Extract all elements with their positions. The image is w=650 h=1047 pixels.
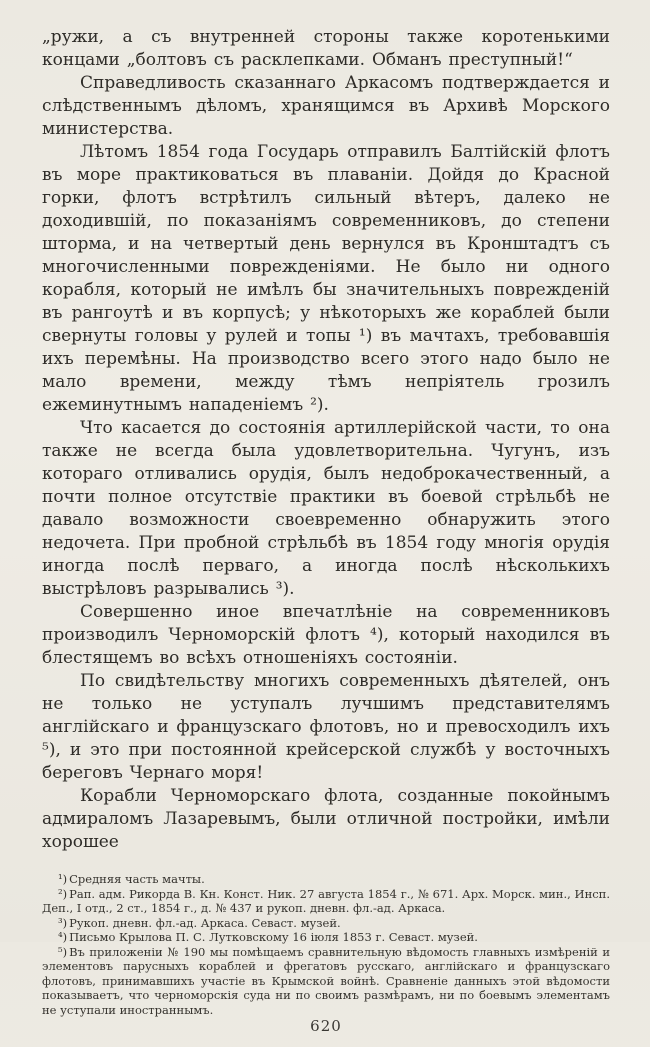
body-paragraph: По свидѣтельству многихъ современныхъ дѣятелей, онъ не только не уступалъ лучшимъ представителямъ англійскаго и французскаго флотовъ, но и превосходилъ ихъ ⁵), и это при постоянной крейсерской службѣ у восточныхъ береговъ Чернаго моря! [42, 671, 610, 783]
footnote-marker: ²) [58, 886, 68, 901]
footnote-text: Средняя часть мачты. [69, 872, 205, 886]
footnote-text: Рукоп. дневн. фл.-ад. Аркаса. Севаст. музей. [69, 915, 341, 930]
footnote-item [42, 930, 610, 945]
footnote-item [42, 887, 610, 916]
footnote-item [42, 916, 610, 931]
body-paragraph: Совершенно иное впечатлѣніе на современниковъ производилъ Черноморскій флотъ ⁴), который находился въ блестящемъ во всѣхъ отношеніяхъ состояніи. [42, 602, 610, 668]
body-paragraph: Что касается до состоянія артиллерійской части, то она также не всегда была удовлетворительна. Чугунъ, изъ котораго отливались орудія, былъ недоброкачественный, а почти полное отсутствіе практики въ боевой стрѣльбѣ не давало возможности своевременно обнаружить этого недочета. При пробной стрѣльбѣ въ 1854 году многія орудія иногда послѣ перваго, а иногда послѣ нѣсколькихъ выстрѣловъ разрывались ³). [42, 418, 610, 599]
body-paragraph: „ружи, а съ внутренней стороны также коротенькими концами „болтовъ съ расклепками. Обманъ преступный!“ [42, 27, 610, 70]
body-paragraph: Корабли Черноморскаго флота, созданные покойнымъ адмираломъ Лазаревымъ, были отличной постройки, имѣли хорошее [42, 786, 610, 852]
body-paragraph: Справедливость сказаннаго Аркасомъ подтверждается и слѣдственнымъ дѣломъ, хранящимся въ Архивѣ Морского министерства. [42, 73, 610, 139]
page-number: 620 [310, 1017, 342, 1035]
footnote-text: Письмо Крылова П. С. Лутковскому 16 іюля 1853 г. Севаст. музей. [69, 930, 478, 944]
footnote-text: Въ приложеніи № 190 мы помѣщаемъ сравнительную вѣдомость главныхъ измѣреній и элементовъ парусныхъ кораблей и фрегатовъ русскаго, англійскаго и французскаго флотовъ, принимавшихъ участіе въ Крымской войнѣ. Сравненіе данныхъ этой вѣдомости показываетъ, что черноморскія суда ни по своимъ размѣрамъ, ни по боевымъ элементамъ не уступали иностраннымъ. [42, 944, 610, 1017]
footnote-marker: ⁵) [58, 944, 68, 959]
footnote-marker: ⁴) [58, 930, 68, 944]
footnote-item [42, 945, 610, 1018]
footnote-marker: ¹) [58, 872, 68, 886]
footnote-item [42, 872, 610, 887]
footnotes-section [42, 872, 610, 1017]
page-body [42, 26, 610, 854]
footnote-text: Рап. адм. Рикорда В. Кн. Конст. Ник. 27 августа 1854 г., № 671. Арх. Морск. мин., Инсп. Деп., I отд., 2 ст., 1854 г., д. № 437 и рукоп. дневн. фл.-ад. Аркаса. [42, 886, 610, 915]
body-paragraph: Лѣтомъ 1854 года Государь отправилъ Балтійскій флотъ въ море практиковаться въ плаваніи. Дойдя до Красной горки, флотъ встрѣтилъ сильный вѣтеръ, далеко не доходившій, по показаніямъ современниковъ, до степени шторма, и на четвертый день вернулся въ Кронштадтъ съ многочисленными поврежденіями. Не было ни одного корабля, который не имѣлъ бы значительныхъ поврежденій въ рангоутѣ и въ корпусѣ; у нѣкоторыхъ же кораблей были свернуты головы у рулей и топы ¹) въ мачтахъ, требовавшія ихъ перемѣны. На производство всего этого надо было не мало времени, между тѣмъ непріятель грозилъ ежеминутнымъ нападеніемъ ²). [42, 142, 610, 415]
footnote-marker: ³) [58, 915, 68, 930]
